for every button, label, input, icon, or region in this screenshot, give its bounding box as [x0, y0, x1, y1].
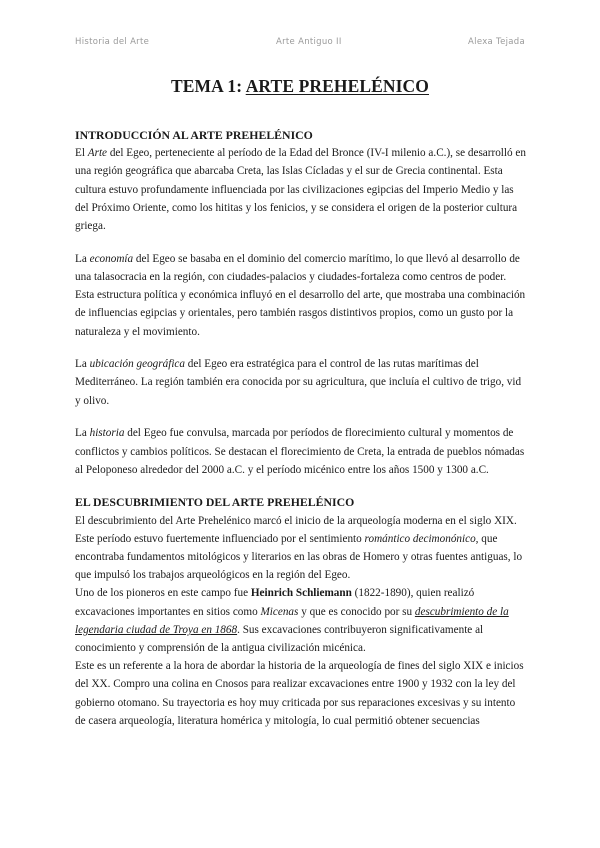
text-run: y que es conocido por su — [298, 605, 415, 618]
paragraph-schliemann — [75, 584, 527, 657]
section-heading-intro: INTRODUCCIÓN AL ARTE PREHELÉNICO — [75, 128, 313, 142]
emphasis-troya: descubrimiento de la legendaria ciudad de Troya en 1868 — [75, 605, 509, 636]
text-run: del Egeo, perteneciente al período de la Edad del Bronce (IV-I milenio a.C.), se desarrolló en una región geográfica que abarcaba Creta, las Islas Cícladas y el sur de Grecia continental. Esta cultura estuvo profundamente influenciada por las civilizaciones egipcias del Imperio Medio y las del Próximo Oriente, como los hititas y los fenicios, y se considera el origen de la posterior cultura griega. — [75, 147, 526, 233]
text-run: . Sus excavaciones contribuyeron significativamente al conocimiento y comprensión de la antigua civilización micénica. — [75, 623, 484, 655]
name-schliemann: Heinrich Schliemann — [250, 587, 352, 600]
header-course: Historia del Arte — [75, 37, 150, 47]
paragraph-descubrimiento — [75, 512, 527, 585]
page-header — [75, 37, 525, 51]
paragraph-economia — [75, 250, 527, 341]
emphasis-romantico: romántico decimonónico, — [364, 532, 479, 545]
text-run: El — [75, 147, 88, 160]
emphasis-micenas: Micenas — [260, 605, 299, 618]
text-run: del Egeo fue convulsa, marcada por períodos de florecimiento cultural y momentos de conflictos y cambios políticos. Se destacan el florecimiento de Creta, la entrada de pueblos nómadas al Peloponeso alrededor del 2000 a.C. y el período micénico entre los años 1500 y 1300 a.C. — [75, 427, 525, 476]
title-prefix: TEMA 1: — [170, 76, 246, 96]
text-run: La — [75, 427, 90, 440]
emphasis-ubicacion: ubicación geográfica — [89, 358, 185, 371]
text-run: del Egeo se basaba en el dominio del comercio marítimo, lo que llevó al desarrollo de una talasocracia en la región, con ciudades-palacios y ciudades-fortaleza como centros de poder. Esta estructura política y económica influyó en el desarrollo del arte, que mostraba una combinación de influencias egipcias y orientales, pero también rasgos distintivos propios, como un gusto por la naturaleza y el movimiento. — [75, 252, 526, 338]
text-run: La — [75, 252, 90, 265]
text-run: (1822-1890), quien realizó excavaciones importantes en sitios como — [75, 587, 475, 618]
header-subject: Arte Antiguo II — [276, 37, 342, 47]
text-run: La — [75, 358, 90, 371]
title-main: ARTE PREHELÉNICO — [245, 76, 429, 96]
paragraph-referente: Este es un referente a la hora de abordar la historia de la arqueología de fines del siglo XIX e inicios del XX. Compro una colina en Cnosos para realizar excavaciones entre 1900 y 1932 con la ley del gobierno otomano. Su trayectoria es hoy muy criticada por sus reparaciones excesivas y su intento de casera arqueología, literatura homérica y mitología, lo cual permitió obtener secuencias — [75, 660, 524, 727]
document-body — [75, 126, 527, 730]
text-run: del Egeo era estratégica para el control de las rutas marítimas del Mediterráneo. La región también era conocida por su agricultura, que incluía el cultivo de trigo, vid y olivo. — [75, 358, 522, 407]
paragraph-ubicacion — [75, 355, 527, 410]
paragraph-arte — [75, 144, 527, 235]
section-heading-descubrimiento: EL DESCUBRIMIENTO DEL ARTE PREHELÉNICO — [75, 495, 355, 510]
emphasis-arte: Arte — [87, 147, 108, 160]
paragraph-historia — [75, 424, 527, 479]
text-run: que encontraba fundamentos mitológicos y literarios en las obras de Homero y otras fuentes antiguas, lo que impulsó los trabajos arqueológicos en la región del Egeo. — [75, 532, 523, 582]
emphasis-historia: historia — [89, 427, 125, 440]
text-run: Uno de los pioneros en este campo fue — [75, 587, 251, 600]
header-author: Alexa Tejada — [468, 37, 525, 47]
emphasis-economia: economía — [89, 252, 134, 265]
text-run: El descubrimiento del Arte Prehelénico marcó el inicio de la arqueología moderna en el siglo XIX. Este período estuvo fuertemente influenciado por el sentimiento — [75, 514, 517, 545]
page-title — [0, 76, 600, 97]
